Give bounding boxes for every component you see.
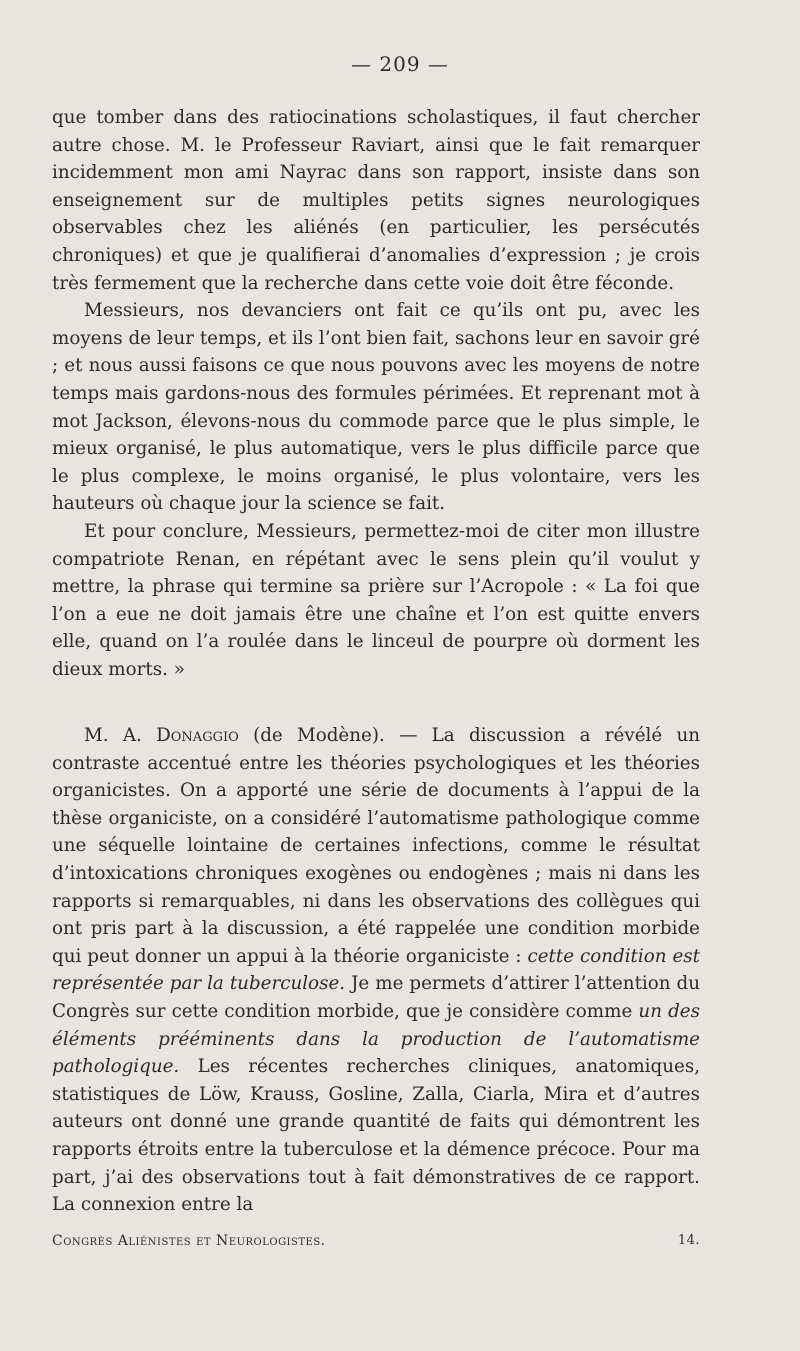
footer-signature: Congrès Aliénistes et Neurologistes. <box>52 1233 326 1249</box>
section-donaggio <box>52 722 700 1219</box>
emphasis-text: cette condition est représentée par la tuberculose. <box>52 945 701 995</box>
paragraph: Et pour conclure, Messieurs, permettez-moi de citer mon illustre compatriote Renan, en répétant avec le sens plein qu’il voulut y mettre, la phrase qui termine sa prière sur l’Acropole : « La foi que l’on a eue ne doit jamais être une chaîne et l’on est quitte envers elle, quand on l’a roulée dans le linceul de pourpre où dorment les dieux morts. » <box>52 520 700 680</box>
section-conclusion <box>52 104 700 683</box>
paragraph <box>52 722 700 1219</box>
paragraph: Messieurs, nos devanciers ont fait ce qu’ils ont pu, avec les moyens de leur temps, et ils l’ont bien fait, sachons leur en savoir gré ; et nous aussi faisons ce que nous pouvons avec les moyens de notre temps mais gardons-nous des formules périmées. Et reprenant mot à mot Jackson, élevons-nous du commode parce que le plus simple, le mieux organisé, le plus automatique, vers le plus difficile parce que le plus complexe, le moins organisé, le plus volontaire, vers les hauteurs où chaque jour la science se fait. <box>52 300 700 515</box>
page-footer <box>52 1233 700 1249</box>
emphasis-text: un des éléments prééminents dans la production de l’automatisme pathologique. <box>52 1000 701 1078</box>
speaker-name: M. A. Donaggio <box>84 725 239 746</box>
text-run: — La discussion a révélé un contraste accentué entre les théories psychologiques et les théories organicistes. On a apporté une série de documents à l’appui de la thèse organiciste, on a considéré l’automatisme pathologique comme une séquelle lointaine de certaines infections, comme le résultat d’intoxications chroniques exogènes ou endogènes ; mais ni dans les rapports si remarquables, ni dans les observations des collègues qui ont pris part à la discussion, a été rappelée une condition morbide qui peut donner un appui à la théorie organiciste : <box>52 725 701 967</box>
text-run: Je me permets d’attirer l’attention du Congrès sur cette condition morbide, que je considère comme <box>52 973 701 1022</box>
text-run: Les récentes recherches cliniques, anatomiques, statistiques de Löw, Krauss, Gosline, Zalla, Ciarla, Mira et d’autres auteurs ont donné une grande quantité de faits qui démontrent les rapports étroits entre la tuberculose et la démence précoce. Pour ma part, j’ai des observations tout à fait démonstratives de ce rapport. La connexion entre la <box>52 1056 701 1216</box>
paragraph: que tomber dans des ratiocinations scholastiques, il faut chercher autre chose. M. le Professeur Raviart, ainsi que le fait remarquer incidemment mon ami Nayrac dans son rapport, insiste dans son enseignement sur de multiples petits signes neurologiques observables chez les aliénés (en particulier, les persécutés chroniques) et que je qualifierai d’anomalies d’expression ; je crois très fermement que la recherche dans cette voie doit être féconde. <box>52 107 700 294</box>
page-number: — 209 — <box>351 52 449 76</box>
speaker-place: (de Modène). <box>253 725 385 746</box>
footer-sheet-number: 14. <box>677 1233 700 1248</box>
